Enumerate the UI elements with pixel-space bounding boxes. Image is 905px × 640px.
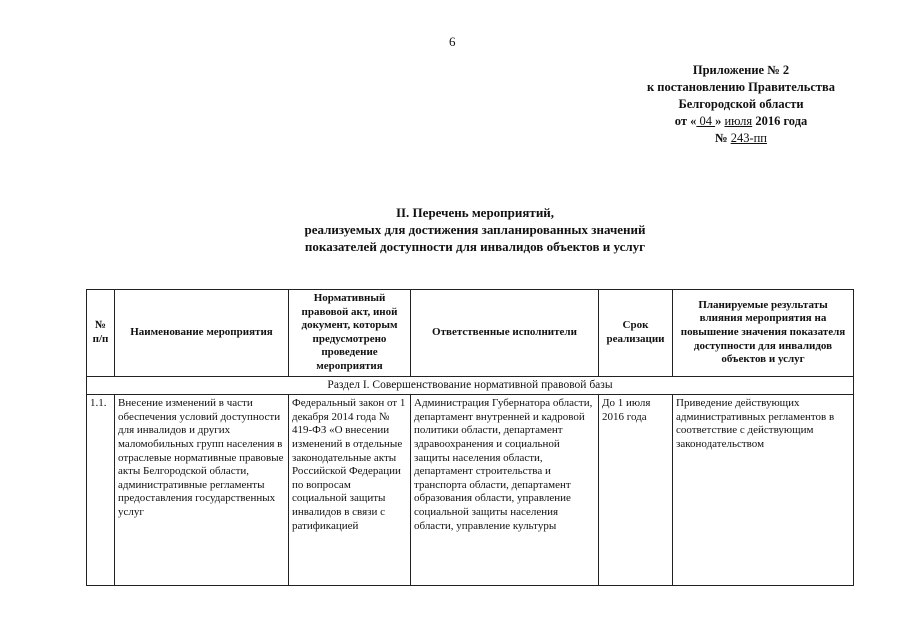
header-executors: Ответственные исполнители (411, 290, 599, 377)
page-number: 6 (449, 34, 456, 49)
table-row (87, 395, 854, 586)
document-title (230, 204, 720, 255)
number-value: 243-пп (730, 131, 767, 145)
title-line-3: показателей доступности для инвалидов объектов и услуг (304, 239, 646, 254)
header-measure-name: Наименование мероприятия (115, 290, 289, 377)
title-line-2: реализуемых для достижения запланированных значений (304, 222, 646, 237)
cell-executors: Администрация Губернатора области, департамент внутренней и кадровой политики области, департамент здравоохранения и социальной защиты населения области, департамент строительства и транспорта области, департамент образования области, управление социальной защиты населения области, управление культуры (411, 395, 599, 586)
header-number: № п/п (87, 290, 115, 377)
appendix-date (606, 113, 876, 130)
appendix-title: Приложение № 2 (692, 63, 790, 77)
number-prefix: № (715, 131, 731, 145)
section-row (87, 376, 854, 395)
date-day: 04 (696, 114, 716, 128)
header-term: Срок реализации (599, 290, 673, 377)
appendix-number (606, 130, 876, 147)
table-header-row (87, 290, 854, 377)
cell-term: До 1 июля 2016 года (599, 395, 673, 586)
cell-number: 1.1. (87, 395, 115, 586)
date-prefix: от « (674, 114, 697, 128)
date-mid: » (715, 114, 725, 128)
cell-legal-act: Федеральный закон от 1 декабря 2014 года № 419-ФЗ «О внесении изменений в отдельные законодательные акты Российской Федерации по вопросам социальной защиты инвалидов в связи с ратификацией (289, 395, 411, 586)
header-legal-act: Нормативный правовой акт, иной документ, которым предусмотрено проведение мероприятия (289, 290, 411, 377)
section-title: Раздел I. Совершенствование нормативной правовой базы (87, 376, 854, 395)
title-line-1: II. Перечень мероприятий, (395, 205, 555, 220)
date-month: июля (724, 114, 753, 128)
appendix-region: Белгородской области (678, 97, 804, 111)
date-year: 2016 года (752, 114, 808, 128)
header-results: Планируемые результаты влияния мероприятия на повышение значения показателя доступности для инвалидов объектов и услуг (673, 290, 854, 377)
cell-measure-name: Внесение изменений в части обеспечения условий доступности для инвалидов и других маломобильных групп населения в отраслевые нормативные правовые акты Белгородской области, административные регламенты предоставления государственных услуг (115, 395, 289, 586)
appendix-header (606, 62, 876, 147)
cell-results: Приведение действующих административных регламентов в соответствие с действующим законодательством (673, 395, 854, 586)
appendix-resolution: к постановлению Правительства (646, 80, 836, 94)
measures-table (86, 289, 854, 586)
